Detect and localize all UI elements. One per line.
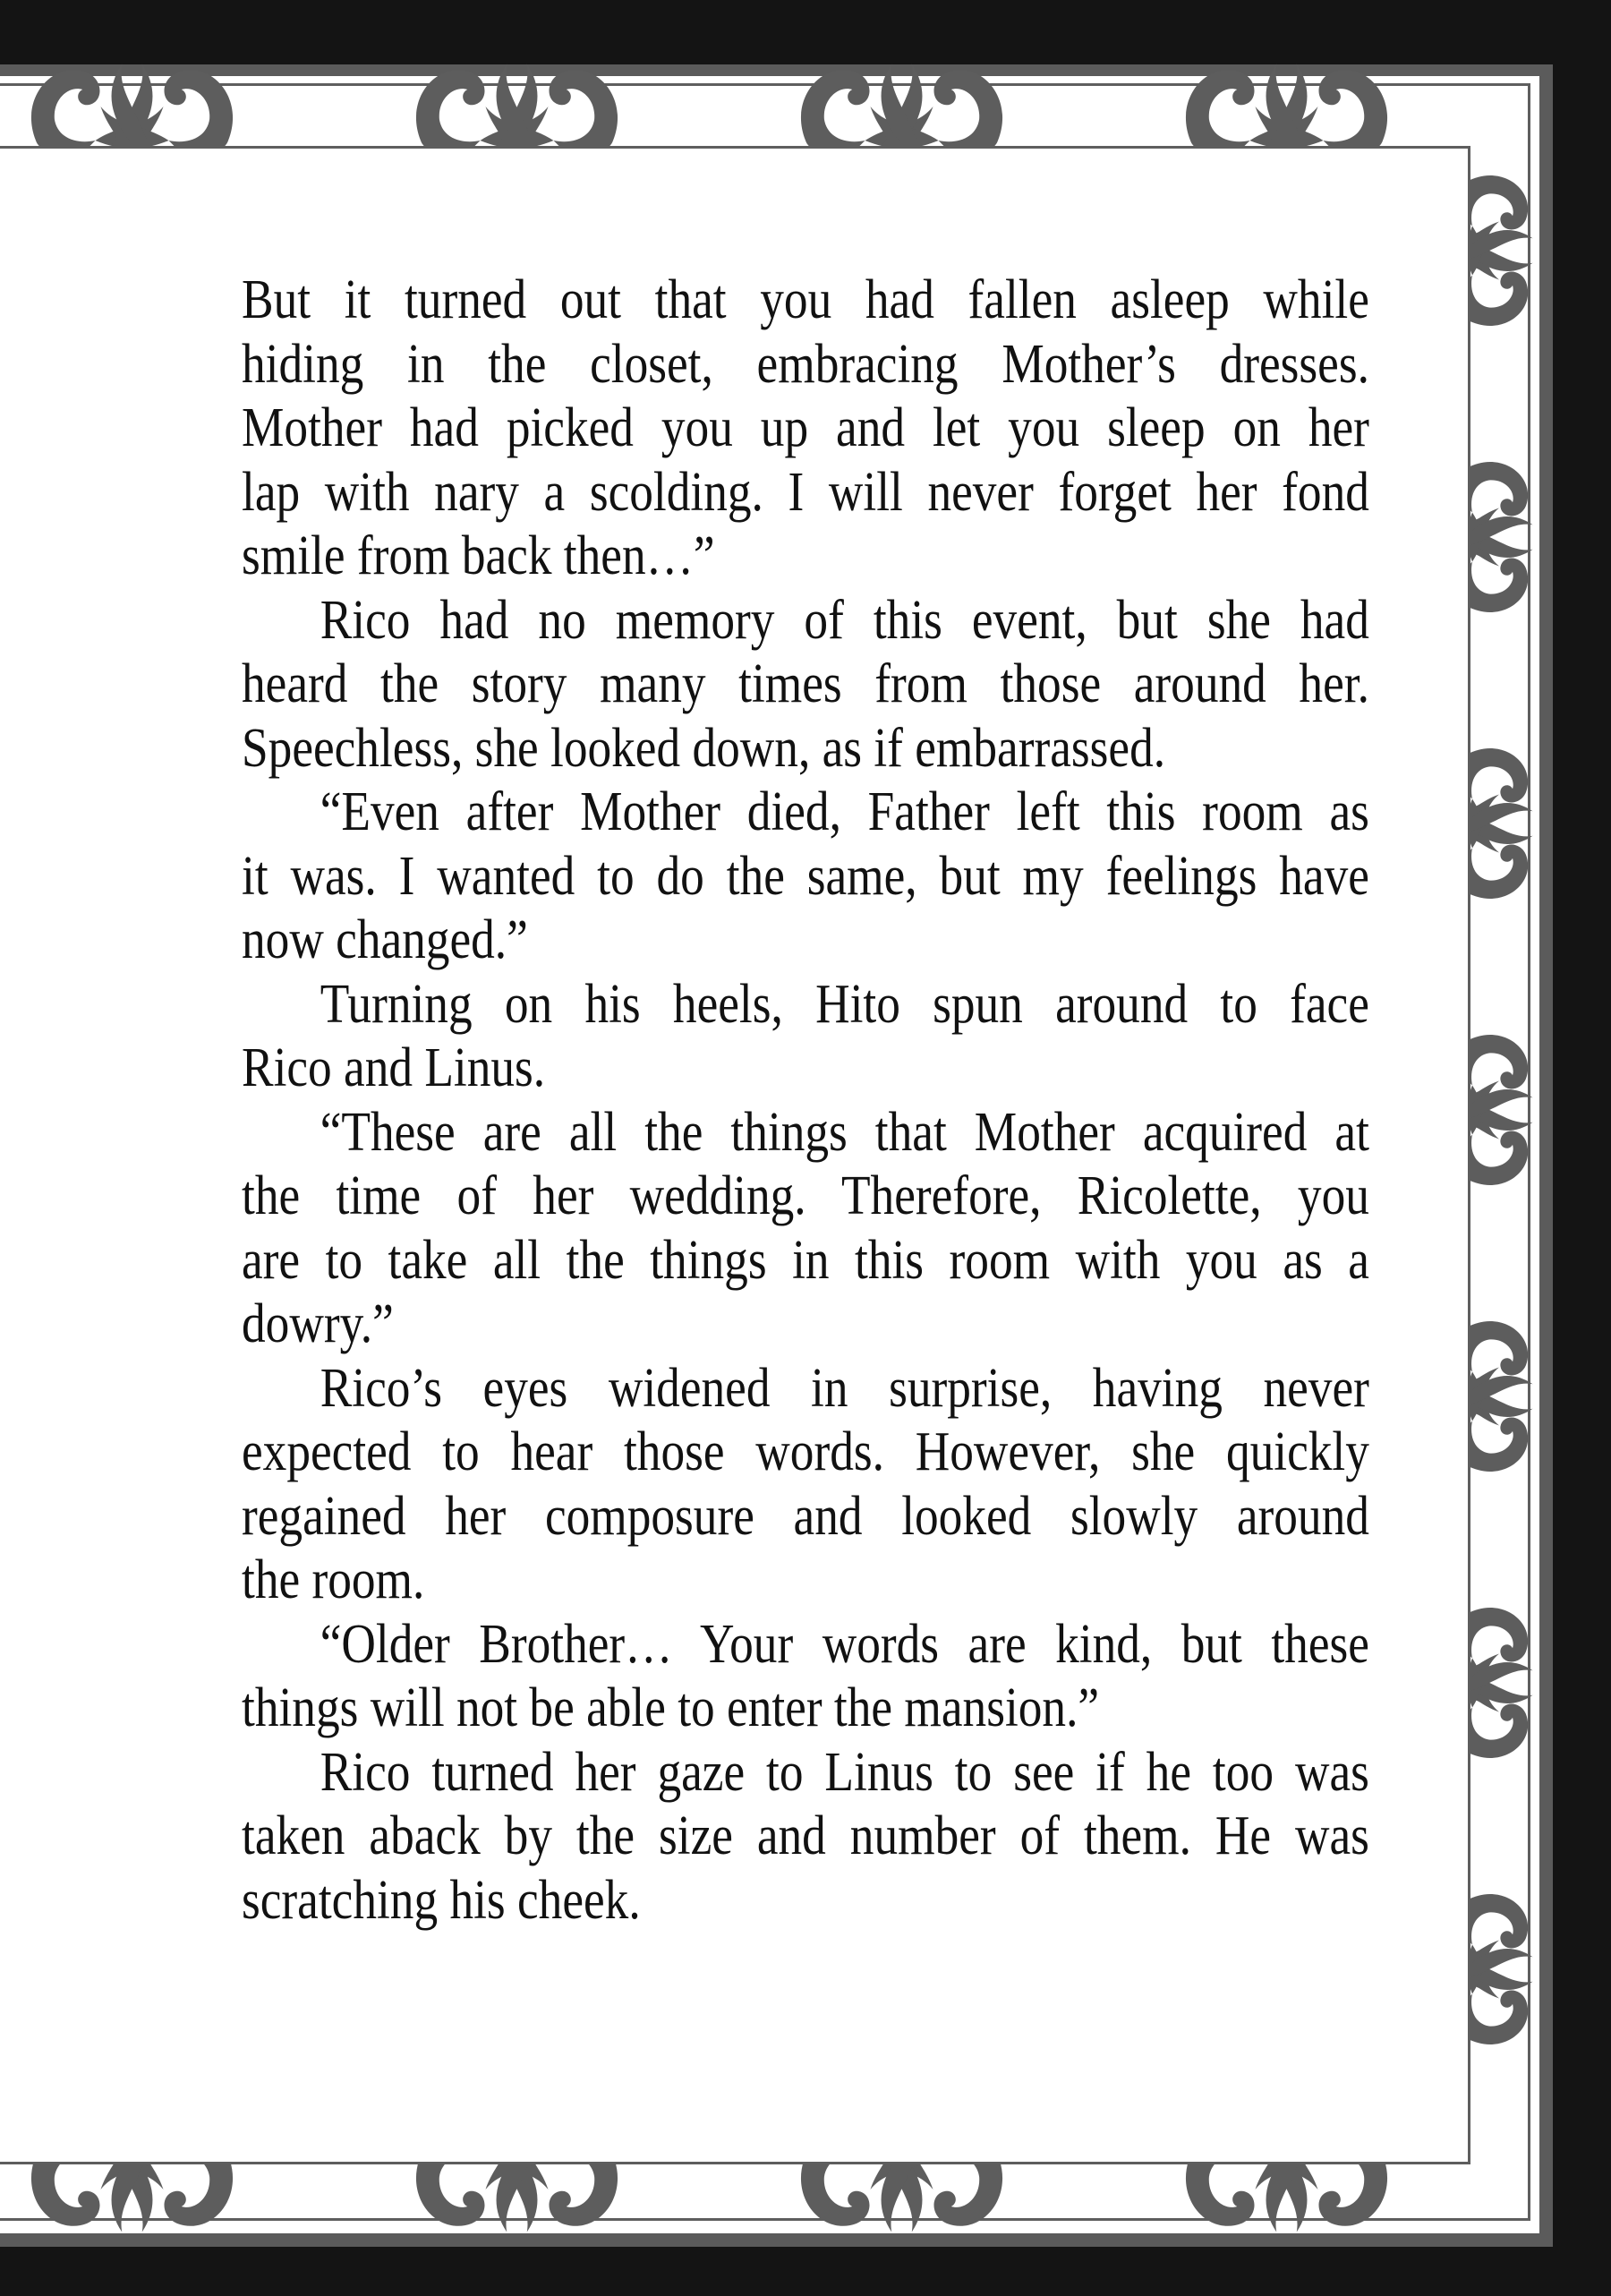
acanthus-scroll-icon [1462,508,1532,612]
acanthus-scroll-icon [1256,64,1388,153]
text-line: lap with nary a scolding. I will never forget her fond [242,461,1369,523]
paragraph [242,973,1369,1101]
text-line: smile from back then…” [242,525,715,586]
text-line: heard the story many times from those around her. [242,653,1369,714]
text-line: are to take all the things in this room with you as a [242,1229,1369,1291]
text-line: regained her composure and looked slowly around [242,1485,1369,1547]
text-line: now changed.” [242,909,528,970]
text-line: things will not be able to enter the mansion.” [242,1677,1100,1738]
paragraph [242,589,1369,781]
text-line: Rico and Linus. [242,1037,546,1098]
text-line: “Older Brother… Your words are kind, but these [320,1613,1369,1675]
text-line: hiding in the closet, embracing Mother’s dresses. [242,333,1369,395]
text-line: taken aback by the size and number of them. He was [242,1805,1369,1866]
acanthus-scroll-icon [100,64,233,153]
paragraph [242,1357,1369,1613]
text-line: “These are all the things that Mother acquired at [320,1101,1369,1163]
text-line: dowry.” [242,1293,394,1354]
paragraph [242,1741,1369,1933]
acanthus-scroll-icon [1462,1941,1532,2044]
acanthus-scroll-icon [1462,795,1532,899]
text-line: it was. I wanted to do the same, but my feelings have [242,845,1369,907]
acanthus-scroll-icon [1462,1081,1532,1185]
acanthus-scroll-icon [1462,1654,1532,1758]
acanthus-scroll-icon [871,64,1003,153]
text-line: “Even after Mother died, Father left this room as [320,781,1369,842]
text-line: Mother had picked you up and let you sleep on her [242,397,1369,458]
paragraph [242,1613,1369,1741]
paragraph [242,781,1369,973]
text-line: scratching his cheek. [242,1869,641,1931]
text-line: Rico’s eyes widened in surprise, having never [320,1357,1369,1419]
text-line: Rico turned her gaze to Linus to see if he too was [320,1741,1369,1803]
text-line: the room. [242,1549,425,1610]
paragraph [242,1101,1369,1357]
text-line: Turning on his heels, Hito spun around to face [320,973,1369,1035]
text-line: expected to hear those words. However, she quickly [242,1421,1369,1482]
text-line: But it turned out that you had fallen asleep while [242,269,1369,330]
text-line: the time of her wedding. Therefore, Ricolette, you [242,1165,1369,1226]
acanthus-scroll-icon [1462,1368,1532,1472]
text-line: Rico had no memory of this event, but she had [320,589,1369,651]
body-text [242,269,1369,1933]
acanthus-scroll-icon [1462,222,1532,326]
paragraph [242,269,1369,589]
text-line: Speechless, she looked down, as if embarrassed. [242,717,1166,779]
acanthus-scroll-icon [486,64,618,153]
